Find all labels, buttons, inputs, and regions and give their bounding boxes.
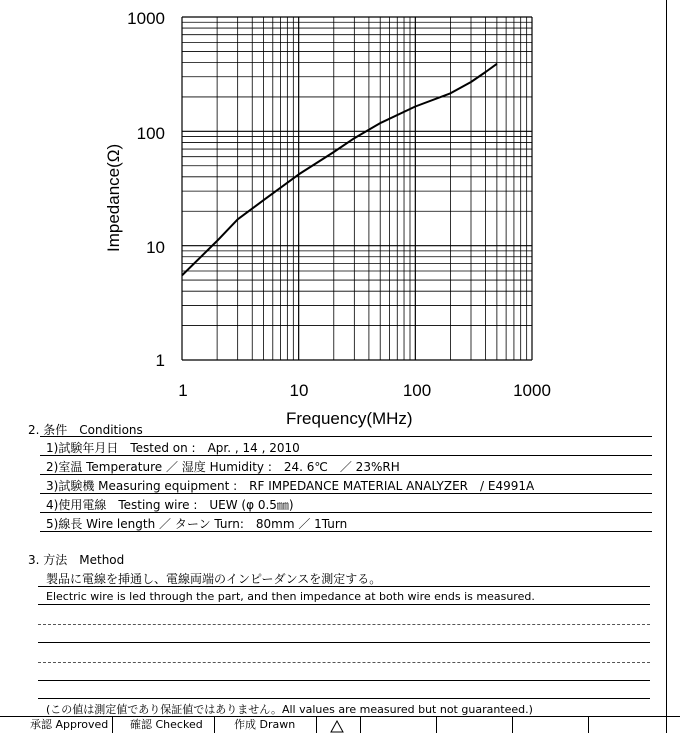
chart-grid [182, 17, 532, 360]
condition-item: 5)線長 Wire length ／ ターン Turn: 80mm ／ 1Turn [46, 517, 348, 531]
conditions-heading: 2. 条件 Conditions [28, 423, 143, 437]
condition-item: 2)室温 Temperature ／ 湿度 Humidity : 24. 6℃ ／ 23%RH [46, 460, 400, 474]
x-tick-label: 1000 [513, 381, 551, 400]
disclaimer-note: (この値は測定値であり保証値ではありません。All values are measured but not guaranteed.) [46, 703, 533, 716]
x-axis-label: Frequency(MHz) [286, 409, 413, 428]
blank-line [38, 680, 650, 681]
impedance-curve [182, 64, 497, 276]
chart-series [182, 64, 497, 276]
x-tick-label: 10 [289, 381, 309, 400]
y-tick-label: 100 [136, 124, 165, 143]
divider [40, 493, 652, 494]
blank-line [38, 662, 650, 663]
divider [38, 586, 650, 587]
divider [588, 717, 589, 733]
stamp-approved: 承認 Approved [30, 718, 109, 731]
divider [436, 717, 437, 733]
divider [40, 455, 652, 456]
revision-triangle-icon [330, 720, 344, 733]
divider [38, 604, 650, 605]
divider [360, 717, 361, 733]
page-frame [666, 0, 667, 733]
stamp-drawn: 作成 Drawn [234, 718, 296, 731]
y-tick-label: 1000 [127, 9, 165, 28]
y-tick-label: 10 [146, 238, 165, 257]
blank-line [38, 642, 650, 643]
blank-line [38, 624, 650, 625]
x-tick-label: 100 [402, 381, 432, 400]
divider [40, 531, 652, 532]
condition-item: 3)試験機 Measuring equipment : RF IMPEDANCE MATERIAL ANALYZER / E4991A [46, 479, 535, 493]
method-text-en: Electric wire is led through the part, and then impedance at both wire ends is measured. [46, 590, 535, 603]
divider [316, 717, 317, 733]
condition-item: 1)試験年月日 Tested on : Apr. , 14 , 2010 [46, 441, 300, 455]
divider [112, 717, 113, 733]
divider [214, 717, 215, 733]
divider [40, 512, 652, 513]
condition-item: 4)使用電線 Testing wire : UEW (φ 0.5㎜) [46, 498, 294, 512]
stamp-checked: 確認 Checked [130, 718, 203, 731]
y-tick-label: 1 [155, 351, 165, 370]
divider [40, 436, 652, 437]
method-text-jp: 製品に電線を挿通し、電線両端のインピーダンスを測定する。 [46, 572, 382, 586]
x-tick-label: 1 [178, 381, 188, 400]
divider [40, 474, 652, 475]
divider [512, 717, 513, 733]
method-heading: 3. 方法 Method [28, 553, 125, 567]
blank-line [38, 698, 650, 699]
y-axis-label: Impedance(Ω) [104, 143, 123, 252]
